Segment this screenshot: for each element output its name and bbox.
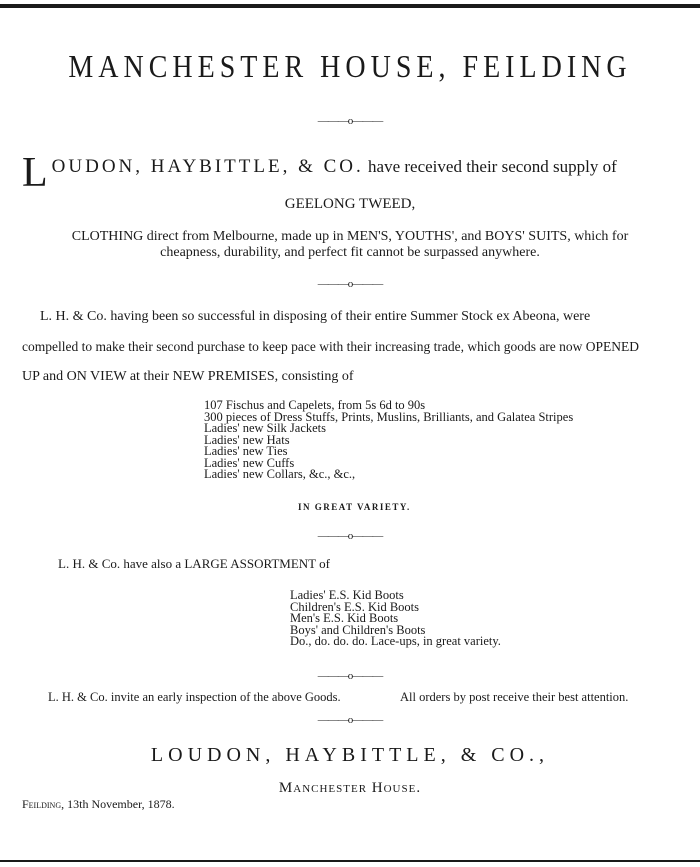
dateline	[22, 797, 175, 812]
goods-list	[204, 400, 573, 481]
great-variety-note: IN GREAT VARIETY.	[298, 502, 411, 512]
list-item: Do., do. do. do. Lace-ups, in great variety.	[290, 634, 501, 648]
list-item: Ladies' E.S. Kid Boots	[290, 588, 404, 602]
summer-line-2: compelled to make their second purchase to keep pace with their increasing trade, which goods are now OPENED	[22, 339, 640, 354]
list-item: Children's E.S. Kid Boots	[290, 599, 419, 614]
headline-dropcap: L	[22, 150, 48, 196]
headline-firm: OUDON, HAYBITTLE, & CO.	[51, 156, 364, 177]
divider: ———o———	[317, 530, 383, 542]
list-item: Ladies' new Collars, &c., &c.,	[204, 467, 356, 481]
house-name-text: Manchester House.	[278, 780, 422, 796]
dateline-date: 13th November, 1878.	[67, 797, 175, 811]
product-line: GEELONG TWEED,	[284, 196, 416, 212]
headline	[22, 150, 617, 196]
top-rule	[0, 4, 700, 8]
firm-signature: LOUDON, HAYBITTLE, & CO.,	[150, 744, 550, 766]
divider: ———o———	[317, 115, 383, 127]
dateline-place: Feilding,	[22, 797, 65, 811]
house-name	[0, 780, 700, 797]
list-item: Ladies' new Ties	[204, 444, 288, 458]
list-item: 107 Fischus and Capelets, from 5s 6d to 90s	[204, 398, 426, 412]
list-item: Ladies' new Hats	[204, 432, 290, 447]
headline-rest: have received their second supply of	[368, 157, 617, 176]
boots-list	[290, 590, 501, 648]
clothing-line-1: CLOTHING direct from Melbourne, made up in MEN'S, YOUTHS', and BOYS' SUITS, which for	[71, 229, 629, 244]
list-item: Men's E.S. Kid Boots	[290, 611, 399, 625]
divider: ———o———	[317, 670, 383, 682]
list-item: Ladies' new Silk Jackets	[204, 421, 327, 435]
list-item: Ladies' new Cuffs	[204, 455, 295, 470]
orders-line: All orders by post receive their best attention.	[400, 690, 629, 704]
divider: ———o———	[317, 278, 383, 290]
summer-line-3: UP and ON VIEW at their NEW PREMISES, consisting of	[22, 369, 354, 384]
list-item: Boys' and Children's Boots	[290, 622, 426, 637]
divider: ———o———	[317, 714, 383, 726]
summer-line-1: L. H. & Co. having been so successful in disposing of their entire Summer Stock ex Abeona, were	[40, 309, 591, 324]
assortment-line: L. H. & Co. have also a LARGE ASSORTMENT of	[58, 556, 330, 571]
invite-line: L. H. & Co. invite an early inspection of the above Goods.	[48, 690, 341, 704]
clothing-line-2: cheapness, durability, and perfect fit cannot be surpassed anywhere.	[160, 245, 540, 260]
page-title: MANCHESTER HOUSE, FEILDING	[68, 49, 632, 86]
bottom-rule	[0, 860, 700, 862]
list-item: 300 pieces of Dress Stuffs, Prints, Muslins, Brilliants, and Galatea Stripes	[204, 409, 574, 424]
